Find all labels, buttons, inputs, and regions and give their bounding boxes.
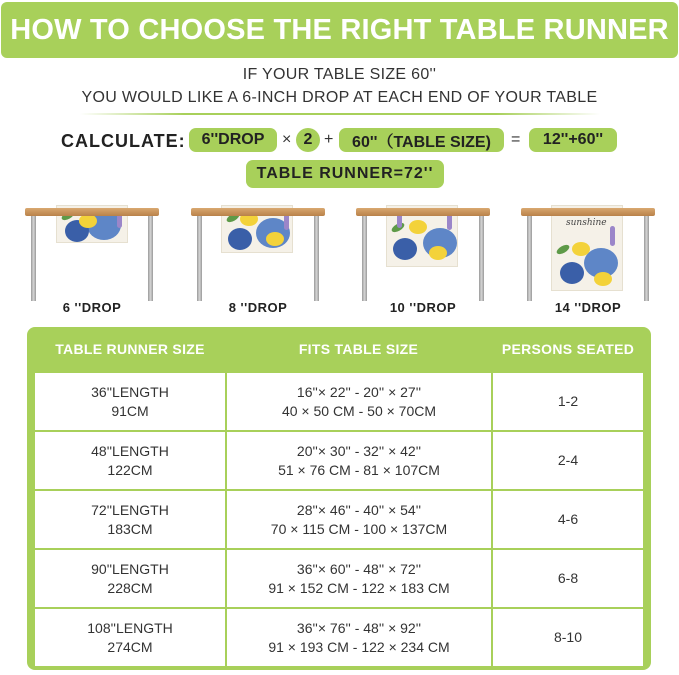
table-leg — [362, 216, 367, 301]
runner-length: 90''LENGTH — [91, 560, 169, 577]
page-title: HOW TO CHOOSE THE RIGHT TABLE RUNNER — [10, 13, 669, 46]
fits-size-cm: 91 × 193 CM - 122 × 234 CM — [268, 638, 450, 655]
fits-size-cell — [227, 550, 491, 607]
persons-cell — [493, 550, 643, 607]
runner-size-cell — [35, 491, 225, 548]
persons-seated: 1-2 — [557, 393, 579, 409]
runner-length: 72''LENGTH — [91, 501, 169, 518]
tabletop — [25, 208, 159, 216]
runner-length-cm: 91CM — [111, 402, 149, 419]
table-illustration-14-drop — [521, 205, 655, 315]
table-leg — [527, 216, 532, 301]
runner-size-cell — [35, 432, 225, 489]
tabletop — [521, 208, 655, 216]
drop-value: 6''DROP — [201, 131, 265, 148]
runner-size-cell — [35, 609, 225, 666]
table-runner-result — [246, 160, 444, 188]
table-size-pill — [339, 128, 504, 152]
fits-size-inches: 28''× 46'' - 40'' × 54'' — [296, 501, 422, 518]
divider — [80, 113, 600, 115]
header-table-runner-size: TABLE RUNNER SIZE — [55, 341, 205, 357]
result-pill — [529, 128, 617, 152]
table-leg — [644, 216, 649, 301]
drop-label: 10 ''DROP — [389, 300, 457, 315]
table-row — [35, 550, 643, 607]
drop-pill — [189, 128, 277, 152]
multiplier-pill — [296, 128, 320, 152]
table-size-value: 60''（TABLE SIZE) — [352, 133, 491, 151]
table-illustration-8-drop — [191, 205, 325, 315]
table-row — [35, 373, 643, 430]
intro-line-1: IF YOUR TABLE SIZE 60'' — [242, 66, 437, 83]
fits-size-cm: 51 × 76 CM - 81 × 107CM — [278, 461, 440, 478]
calculation-row — [0, 128, 679, 154]
persons-cell — [493, 373, 643, 430]
runner-length-cm: 183CM — [107, 520, 153, 537]
drop-label: 6 ''DROP — [62, 300, 122, 315]
table-leg — [31, 216, 36, 301]
persons-cell — [493, 491, 643, 548]
table-leg — [479, 216, 484, 301]
tabletop — [356, 208, 490, 216]
header-fits-table-size: FITS TABLE SIZE — [298, 341, 419, 357]
runner-text-sunshine: sunshine — [566, 218, 607, 228]
table-illustration-6-drop — [25, 205, 159, 315]
fits-size-inches: 16''× 22'' - 20'' × 27'' — [296, 383, 422, 400]
persons-seated: 2-4 — [557, 452, 579, 468]
fits-size-cell — [227, 491, 491, 548]
runner-length-cm: 122CM — [107, 461, 153, 478]
fits-size-inches: 36''× 60'' - 48'' × 72'' — [296, 560, 422, 577]
persons-seated: 6-8 — [557, 570, 579, 586]
persons-cell — [493, 432, 643, 489]
runner-length-cm: 228CM — [107, 579, 153, 596]
fits-size-cm: 70 × 115 CM - 100 × 137CM — [270, 520, 448, 537]
table-row — [35, 609, 643, 666]
intro-line-2: YOU WOULD LIKE A 6-INCH DROP AT EACH END OF YOUR TABLE — [81, 89, 598, 106]
persons-cell — [493, 609, 643, 666]
table-leg — [197, 216, 202, 301]
fits-size-cm: 40 × 50 CM - 50 × 70CM — [281, 402, 437, 419]
fits-size-cell — [227, 609, 491, 666]
table-illustration-10-drop — [356, 205, 490, 315]
runner-size-cell — [35, 373, 225, 430]
persons-seated: 4-6 — [557, 511, 579, 527]
calculate-label: CALCULATE: — [61, 131, 186, 151]
runner-image — [551, 205, 623, 291]
size-table-header — [27, 327, 651, 373]
equals-sign: = — [511, 131, 521, 148]
result-value: 12''+60'' — [542, 131, 604, 148]
table-row — [35, 432, 643, 489]
size-table-body — [35, 373, 643, 665]
persons-seated: 8-10 — [553, 629, 583, 645]
runner-length: 36''LENGTH — [91, 383, 169, 400]
size-table — [27, 327, 651, 670]
fits-size-cell — [227, 373, 491, 430]
runner-length: 108''LENGTH — [87, 619, 173, 636]
fits-size-cell — [227, 432, 491, 489]
runner-length-cm: 274CM — [107, 638, 153, 655]
table-leg — [314, 216, 319, 301]
plus-sign: + — [324, 131, 334, 148]
runner-length: 48''LENGTH — [91, 442, 169, 459]
drop-label: 14 ''DROP — [554, 300, 622, 315]
multiplier-value: 2 — [303, 131, 313, 148]
fits-size-cm: 91 × 152 CM - 122 × 183 CM — [268, 579, 450, 596]
header-persons-seated: PERSONS SEATED — [501, 341, 635, 357]
tabletop — [191, 208, 325, 216]
drop-label: 8 ''DROP — [228, 300, 288, 315]
table-runner-result-text: TABLE RUNNER=72'' — [256, 165, 434, 182]
table-row — [35, 491, 643, 548]
fits-size-inches: 36''× 76'' - 48'' × 92'' — [296, 619, 422, 636]
runner-size-cell — [35, 550, 225, 607]
title-banner — [1, 2, 678, 58]
fits-size-inches: 20''× 30'' - 32'' × 42'' — [296, 442, 422, 459]
times-sign: × — [282, 131, 292, 148]
table-leg — [148, 216, 153, 301]
